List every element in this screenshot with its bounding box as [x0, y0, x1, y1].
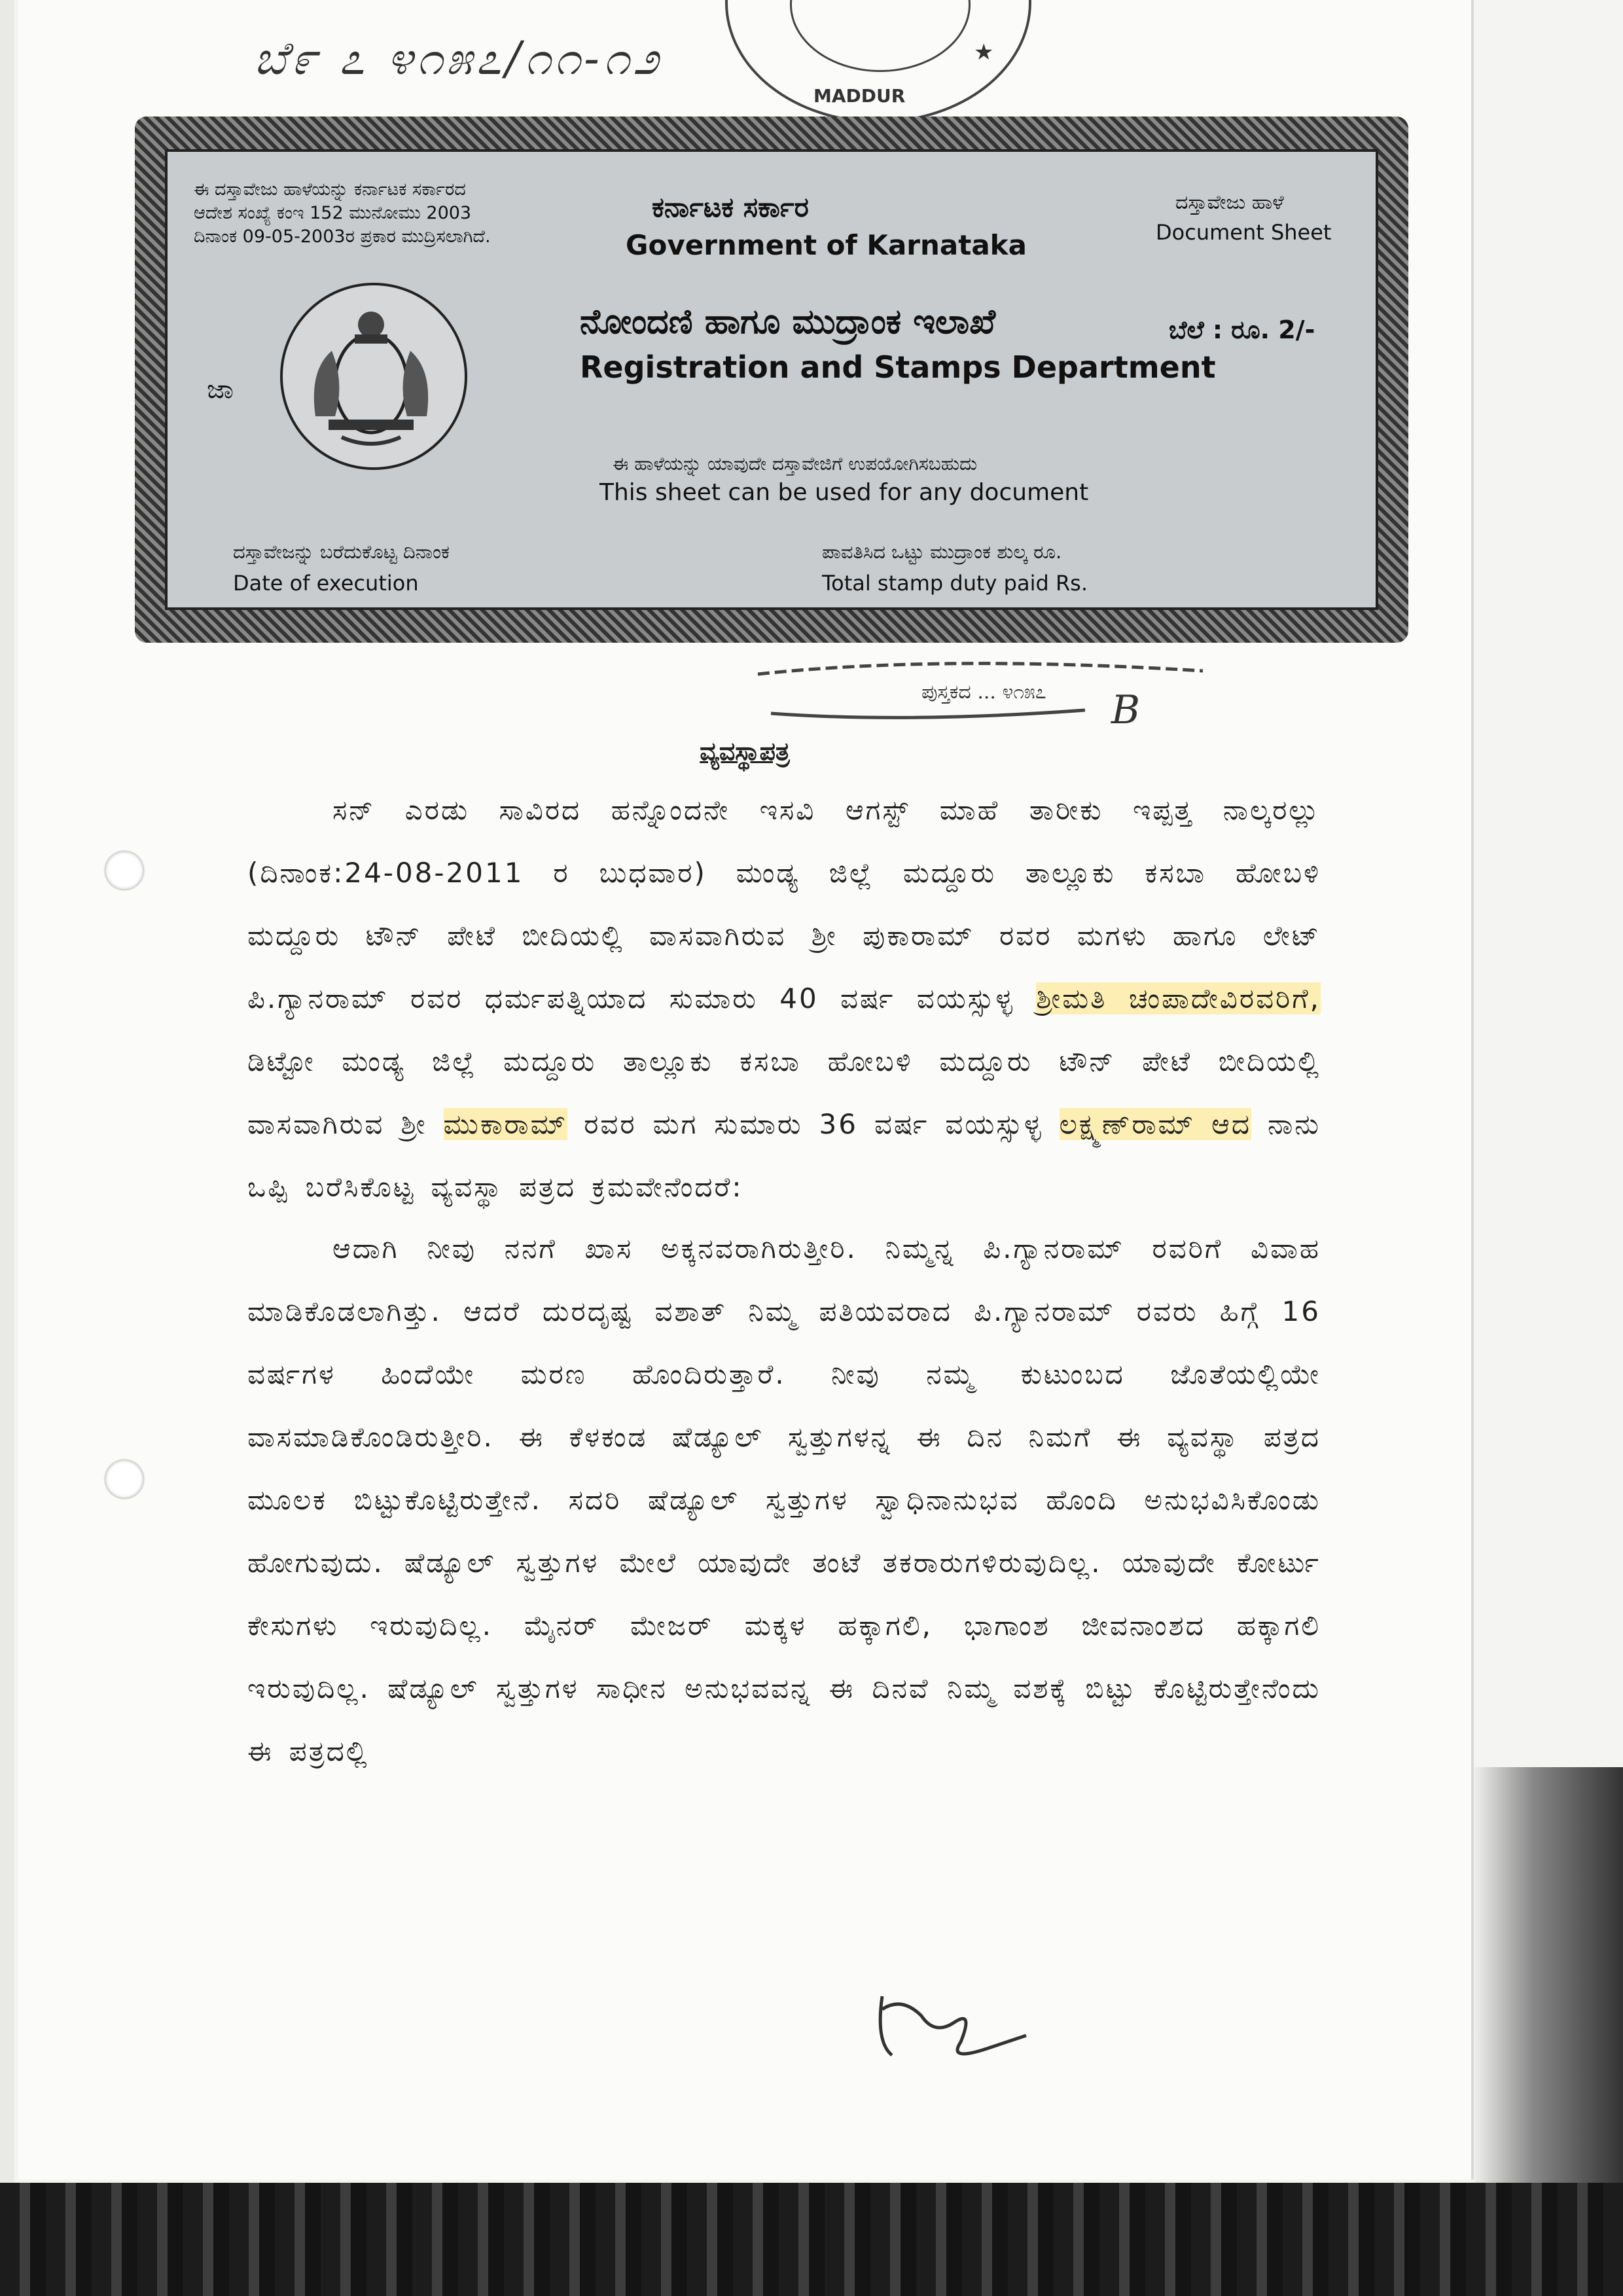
gov-name-english: Government of Karnataka [626, 229, 1027, 261]
state-emblem [280, 283, 467, 470]
paragraph-terms: ಆದಾಗಿ ನೀವು ನನಗೆ ಖಾಸ ಅಕ್ಕನವರಾಗಿರುತ್ತೀರಿ. ನಿಮ್ಮನ್ನ ಪಿ.ಗ್ಯಾನರಾಮ್ ರವರಿಗೆ ವಿವಾಹ ಮಾಡಿಕೊಡಲಾಗಿತ್ತು. ಆದರೆ ದುರದೃಷ್ಟ ವಶಾತ್ ನಿಮ್ಮ ಪತಿಯವರಾದ ಪಿ.ಗ್ಯಾನರಾಮ್ ರವರು ಹಿಗ್ಗೆ 16 ವರ್ಷಗಳ ಹಿಂದೆಯೇ ಮರಣ ಹೊಂದಿರುತ್ತಾರೆ. ನೀವು ನಮ್ಮ ಕುಟುಂಬದ ಜೊತೆಯಲ್ಲಿಯೇ ವಾಸಮಾಡಿಕೊಂಡಿರುತ್ತೀರಿ. ಈ ಕೆಳಕಂಡ ಷೆಡ್ಯೂಲ್ ಸ್ವತ್ತುಗಳನ್ನ ಈ ದಿನ ನಿಮಗೆ ಈ ವ್ಯವಸ್ಥಾ ಪತ್ರದ ಮೂಲಕ ಬಿಟ್ಟುಕೊಟ್ಟಿರುತ್ತೇನೆ. ಸದರಿ ಷೆಡ್ಯೂಲ್ ಸ್ವತ್ತುಗಳ ಸ್ವಾಧಿನಾನುಭವ ಹೊಂದಿ ಅನುಭವಿಸಿಕೊಂಡು ಹೋಗುವುದು. ಷೆಡ್ಯೂಲ್ ಸ್ವತ್ತುಗಳ ಮೇಲೆ ಯಾವುದೇ ತಂಟೆ ತಕರಾರುಗಳಿರುವುದಿಲ್ಲ. ಯಾವುದೇ ಕೋರ್ಟು ಕೇಸುಗಳು ಇರುವುದಿಲ್ಲ. ಮೈನರ್ ಮೇಜರ್ ಮಕ್ಕಳ ಹಕ್ಕಾಗಲಿ, ಭಾಗಾಂಶ ಜೀವನಾಂಶದ ಹಕ್ಕಾಗಲಿ ಇರುವುದಿಲ್ಲ. ಷೆಡ್ಯೂಲ್ ಸ್ವತ್ತುಗಳ ಸಾಧೀನ ಅನುಭವವನ್ನ ಈ ದಿನವೆ ನಿಮ್ಮ ವಶಕ್ಕೆ ಬಿಟ್ಟು ಕೊಟ್ಟಿರುತ್ತೇನೆಂದು ಈ ಪತ್ರದಲ್ಲಿ [247, 1232, 1321, 1767]
sheet-label-kannada: ದಸ್ತಾವೇಜು ಹಾಳೆ [1175, 191, 1284, 214]
order-note: ಈ ದಸ್ತಾವೇಜು ಹಾಳೆಯನ್ನು ಕರ್ನಾಟಕ ಸರ್ಕಾರದ ಆದೇಶ ಸಂಖ್ಯೆ ಕಂಇ 152 ಮುನೋಮು 2003 ದಿನಾಂಕ 09-05-2003ರ ಪ್ರಕಾರ ಮುದ್ರಿಸಲಾಗಿದೆ. [194, 179, 491, 247]
document-title: ವ್ಯವಸ್ಥಾಪತ್ರ [700, 737, 790, 766]
usage-kannada: ಈ ಹಾಳೆಯನ್ನು ಯಾವುದೇ ದಸ್ತಾವೇಜಿಗೆ ಉಪಯೋಗಿಸಬಹುದು [613, 453, 978, 475]
seal-star-icon: ★ [974, 39, 994, 65]
endorsement-text: ಪುಸ್ತಕದ ... ೪೧೫೭ [921, 681, 1046, 704]
execution-date-label-english: Date of execution [233, 571, 419, 596]
usage-english: This sheet can be used for any document [599, 479, 1089, 506]
duty-label-english: Total stamp duty paid Rs. [822, 571, 1088, 596]
highlight-father-name: ಮುಕಾರಾಮ್ [443, 1108, 568, 1140]
duty-label-kannada: ಪಾವತಿಸಿದ ಒಟ್ಟು ಮುದ್ರಾಂಕ ಶುಲ್ಕ ರೂ. [822, 541, 1062, 563]
punch-hole [105, 1460, 144, 1499]
series-mark: ಜಾ [207, 374, 234, 404]
department-english: Registration and Stamps Department [580, 350, 1216, 385]
endorsement-initials: B [1111, 687, 1141, 733]
execution-date-label-kannada: ದಸ್ತಾವೇಜನ್ನು ಬರೆದುಕೊಟ್ಟ ದಿನಾಂಕ [233, 541, 450, 563]
handwritten-reference: ಬೆ೯ ೭ ೪೧೫೭/೧೧-೧೨ [254, 31, 663, 85]
office-seal-text: MADDUR [813, 85, 906, 107]
signature-icon [863, 1970, 1033, 2075]
scan-left-edge [0, 0, 14, 2296]
stamp-price: ಬೆಲೆ : ರೂ. 2/- [1169, 315, 1315, 344]
department-kannada: ನೋಂದಣಿ ಹಾಗೂ ಮುದ್ರಾಂಕ ಇಲಾಖೆ [580, 302, 996, 342]
highlight-executant: ಲಕ್ಷ್ಮಣ್‌ರಾಮ್ ಆದ [1059, 1108, 1252, 1140]
registration-endorsement [745, 648, 1281, 733]
state-emblem-icon [283, 285, 459, 462]
document-page [18, 0, 1474, 2179]
gov-name-kannada: ಕರ್ನಾಟಕ ಸರ್ಕಾರ [652, 191, 809, 223]
scan-bottom-edge [0, 2183, 1623, 2296]
sheet-label-english: Document Sheet [1156, 220, 1332, 245]
highlight-recipient: ಶ್ರೀಮತಿ ಚಂಪಾದೇವಿರವರಿಗೆ, [1036, 982, 1321, 1014]
punch-hole [105, 851, 144, 890]
paragraph-intro: ಸನ್ ಎರಡು ಸಾವಿರದ ಹನ್ನೊಂದನೇ ಇಸವಿ ಆಗಸ್ಟ್ ಮಾಹೆ ತಾರೀಕು ಇಪ್ಪತ್ತ ನಾಲ್ಕರಲ್ಲು (ದಿನಾಂಕ:24-08-2011 ರ ಬುಧವಾರ) ಮಂಡ್ಯ ಜಿಲ್ಲೆ ಮದ್ದೂರು ತಾಲ್ಲೂಕು ಕಸಬಾ ಹೋಬಳಿ ಮದ್ದೂರು ಟೌನ್ ಪೇಟೆ ಬೀದಿಯಲ್ಲಿ ವಾಸವಾಗಿರುವ ಶ್ರೀ ಪುಕಾರಾಮ್ ರವರ ಮಗಳು ಹಾಗೂ ಲೇಟ್ ಪಿ.ಗ್ಯಾನರಾಮ್ ರವರ ಧರ್ಮಪತ್ನಿಯಾದ ಸುಮಾರು 40 ವರ್ಷ ವಯಸ್ಸುಳ್ಳ ಶ್ರೀಮತಿ ಚಂಪಾದೇವಿರವರಿಗೆ, ಡಿಟ್ಟೋ ಮಂಡ್ಯ ಜಿಲ್ಲೆ ಮದ್ದೂರು ತಾಲ್ಲೂಕು ಕಸಬಾ ಹೋಬಳಿ ಮದ್ದೂರು ಟೌನ್ ಪೇಟೆ ಬೀದಿಯಲ್ಲಿ ವಾಸವಾಗಿರುವ ಶ್ರೀ ಮುಕಾರಾಮ್ ರವರ ಮಗ ಸುಮಾರು 36 ವರ್ಷ ವಯಸ್ಸುಳ್ಳ ಲಕ್ಷ್ಮಣ್‌ರಾಮ್ ಆದ ನಾನು ಒಪ್ಪಿ ಬರೆಸಿಕೊಟ್ಟ ವ್ಯವಸ್ಥಾ ಪತ್ರದ ಕ್ರಮವೇನೆಂದರೆ: [247, 794, 1321, 1203]
endorsement-scribbles [745, 648, 1281, 733]
